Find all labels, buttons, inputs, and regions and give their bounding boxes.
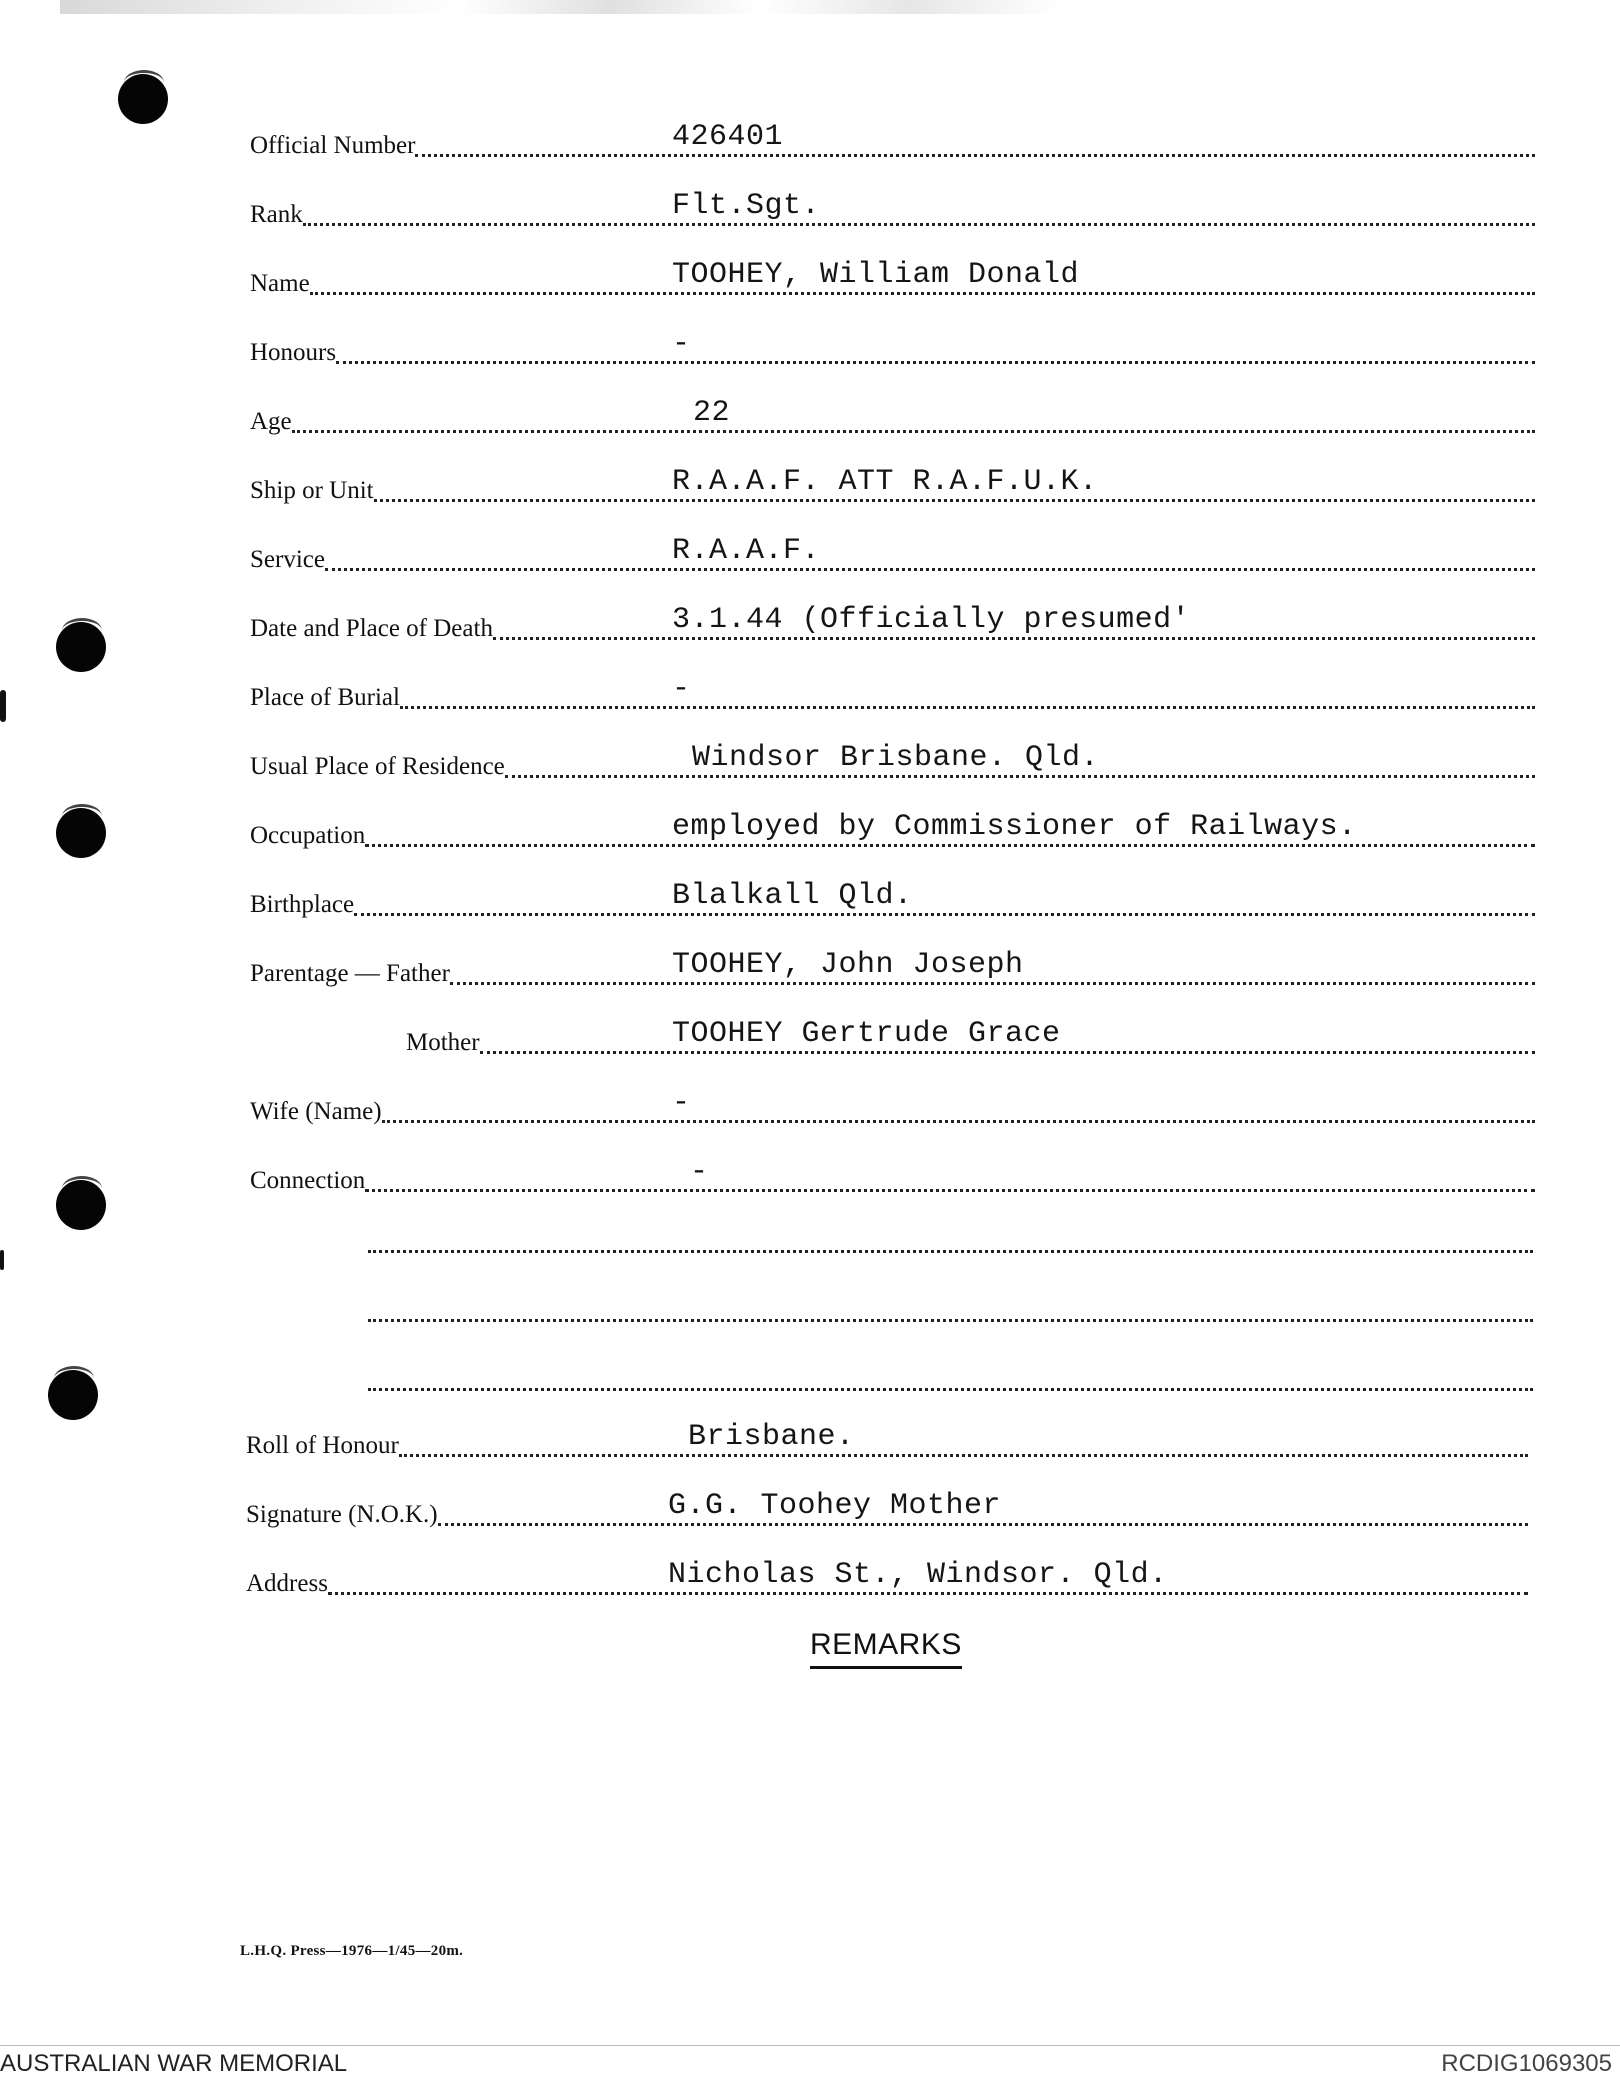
official-number-value: 426401 <box>672 120 784 154</box>
date-place-death-value: 3.1.44 (Officially presumed' <box>672 603 1191 637</box>
leader-dots <box>325 568 1535 571</box>
mother-value: TOOHEY Gertrude Grace <box>672 1017 1061 1051</box>
leader-dots <box>292 430 1535 433</box>
address-label: Address <box>246 1570 328 1597</box>
leader-dots <box>493 637 1535 640</box>
press-mark: L.H.Q. Press—1976—1/45—20m. <box>240 1943 464 1959</box>
father-value: TOOHEY, John Joseph <box>672 948 1024 982</box>
footer-record-id: RCDIG1069305 <box>1441 2050 1612 2077</box>
field-place-of-burial <box>250 672 1535 712</box>
field-residence <box>250 741 1535 781</box>
field-ship-or-unit <box>250 465 1535 505</box>
field-official-number <box>250 120 1535 160</box>
wife-label: Wife (Name) <box>250 1098 382 1125</box>
punch-hole-3 <box>56 808 106 858</box>
blank-line-1 <box>368 1250 1533 1253</box>
honours-label: Honours <box>250 339 337 366</box>
connection-value: - <box>690 1155 709 1189</box>
roll-of-honour-label: Roll of Honour <box>246 1432 399 1459</box>
leader-dots <box>365 844 1535 847</box>
leader-dots <box>336 361 1535 364</box>
leader-dots <box>354 913 1535 916</box>
field-signature <box>246 1489 1528 1529</box>
punch-hole-2 <box>56 622 106 672</box>
honours-value: - <box>672 327 691 361</box>
footer-rule <box>0 2045 1620 2046</box>
leader-dots <box>382 1120 1535 1123</box>
punch-hole-4 <box>56 1180 106 1230</box>
name-label: Name <box>250 270 310 297</box>
leader-dots <box>399 1454 1528 1457</box>
signature-value: G.G. Toohey Mother <box>668 1489 1002 1523</box>
leader-dots <box>438 1523 1528 1526</box>
birthplace-label: Birthplace <box>250 891 355 918</box>
leader-dots <box>480 1051 1535 1054</box>
father-label: Parentage — Father <box>250 960 450 987</box>
wife-value: - <box>672 1086 691 1120</box>
leader-dots <box>450 982 1535 985</box>
field-mother <box>406 1017 1535 1057</box>
occupation-value: employed by Commissioner of Railways. <box>672 810 1357 844</box>
edge-mark-2 <box>0 1250 4 1270</box>
rank-label: Rank <box>250 201 303 228</box>
field-birthplace <box>250 879 1535 919</box>
place-of-burial-value: - <box>672 672 691 706</box>
signature-label: Signature (N.O.K.) <box>246 1501 438 1528</box>
field-address <box>246 1558 1528 1598</box>
field-roll-of-honour <box>246 1420 1528 1460</box>
footer-archive-name: AUSTRALIAN WAR MEMORIAL <box>0 2050 348 2077</box>
scan-shading <box>60 0 1060 14</box>
leader-dots <box>365 1189 1535 1192</box>
name-value: TOOHEY, William Donald <box>672 258 1080 292</box>
place-of-burial-label: Place of Burial <box>250 684 400 711</box>
residence-label: Usual Place of Residence <box>250 753 505 780</box>
leader-dots <box>400 706 1535 709</box>
remarks-heading: REMARKS <box>810 1628 962 1669</box>
ship-or-unit-label: Ship or Unit <box>250 477 374 504</box>
field-honours <box>250 327 1535 367</box>
leader-dots <box>374 499 1535 502</box>
field-service <box>250 534 1535 574</box>
date-place-death-label: Date and Place of Death <box>250 615 493 642</box>
service-value: R.A.A.F. <box>672 534 821 568</box>
field-date-place-death <box>250 603 1535 643</box>
leader-dots <box>415 154 1535 157</box>
field-wife <box>250 1086 1535 1126</box>
punch-hole-5 <box>48 1370 98 1420</box>
blank-line-2 <box>368 1319 1533 1322</box>
residence-value: Windsor Brisbane. Qld. <box>692 741 1100 775</box>
leader-dots <box>328 1592 1528 1595</box>
blank-line-3 <box>368 1388 1533 1391</box>
roll-of-honour-value: Brisbane. <box>688 1420 855 1454</box>
official-number-label: Official Number <box>250 132 416 159</box>
leader-dots <box>303 223 1535 226</box>
field-name <box>250 258 1535 298</box>
birthplace-value: Blalkall Qld. <box>672 879 913 913</box>
punch-hole-1 <box>118 74 168 124</box>
field-age <box>250 396 1535 436</box>
service-label: Service <box>250 546 325 573</box>
occupation-label: Occupation <box>250 822 366 849</box>
field-father <box>250 948 1535 988</box>
address-value: Nicholas St., Windsor. Qld. <box>668 1558 1168 1592</box>
field-connection <box>250 1155 1535 1195</box>
mother-label: Mother <box>406 1029 480 1056</box>
age-label: Age <box>250 408 292 435</box>
edge-mark-1 <box>0 690 6 722</box>
field-rank <box>250 189 1535 229</box>
ship-or-unit-value: R.A.A.F. ATT R.A.F.U.K. <box>672 465 1098 499</box>
field-occupation <box>250 810 1535 850</box>
rank-value: Flt.Sgt. <box>672 189 821 223</box>
age-value: 22 <box>693 396 731 430</box>
leader-dots <box>505 775 1535 778</box>
leader-dots <box>310 292 1535 295</box>
connection-label: Connection <box>250 1167 366 1194</box>
